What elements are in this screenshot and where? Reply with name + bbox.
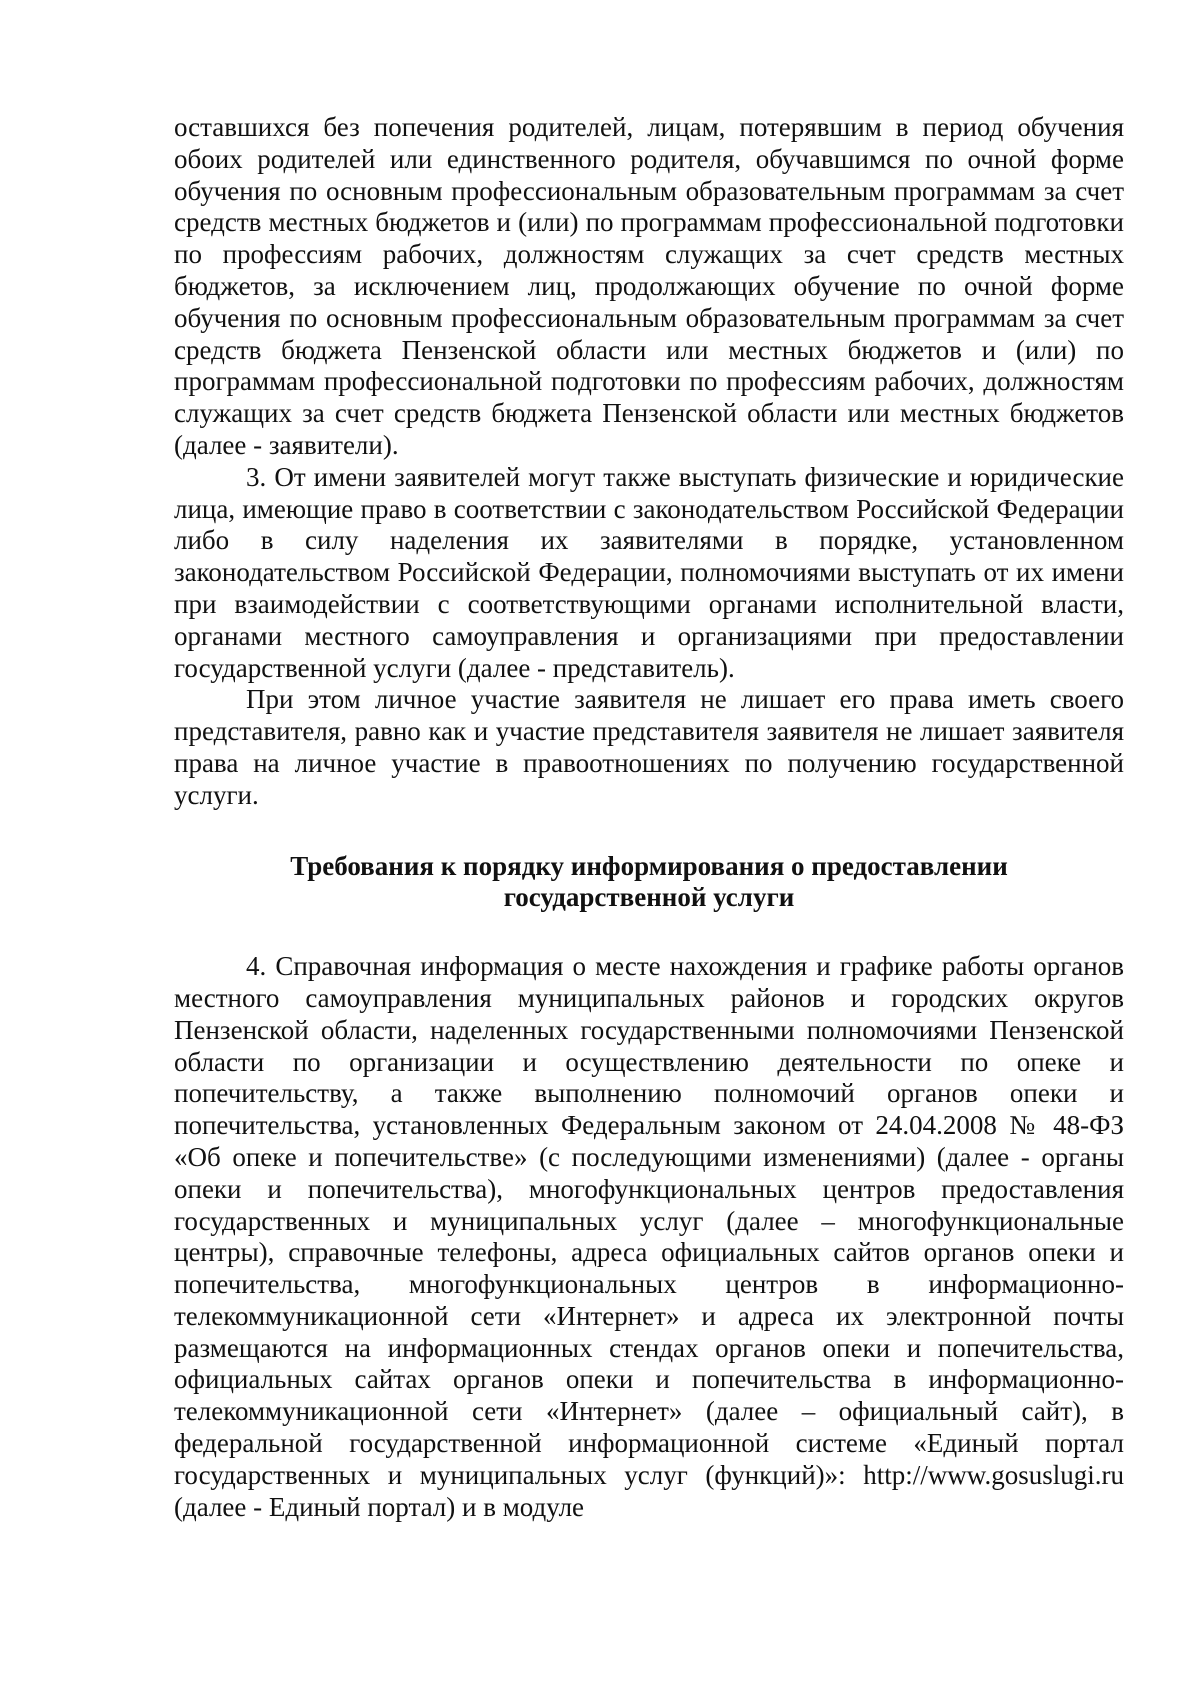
section-heading-line-2: государственной услуги	[503, 882, 795, 913]
paragraph-continuation: оставшихся без попечения родителей, лицам, потерявшим в период обучения обоих родителей или единственного родителя, обучавшимся по очной форме обучения по основным профессиональным образовательным программам за счет средств местных бюджетов и (или) по программам профессиональной подготовки по профессиям рабочих, должностям служащих за счет средств местных бюджетов, за исключением лиц, продолжающих обучение по очной форме обучения по основным профессиональным образовательным программам за счет средств бюджета Пензенской области или местных бюджетов и (или) по программам профессиональной подготовки по профессиям рабочих, должностям служащих за счет средств бюджета Пензенской области или местных бюджетов (далее - заявители).	[174, 112, 1124, 460]
paragraph-3-representatives: 3. От имени заявителей могут также выступать физические и юридические лица, имеющие право в соответствии с законодательством Российской Федерации либо в силу наделения их заявителями в порядке, установленном законодательством Российской Федерации, полномочиями выступать от их имени при взаимодействии с соответствующими органами исполнительной власти, органами местного самоуправления и организациями при предоставлении государственной услуги (далее - представитель).	[174, 461, 1124, 683]
document-body	[174, 112, 1124, 1523]
section-heading	[174, 851, 1124, 915]
paragraph-personal-participation: При этом личное участие заявителя не лишает его права иметь своего представителя, равно как и участие представителя заявителя не лишает заявителя права на личное участие в правоотношениях по получению государственной услуги.	[174, 684, 1124, 810]
section-heading-line-1: Требования к порядку информирования о предоставлении	[290, 850, 1008, 881]
paragraph-4-reference-info: 4. Справочная информация о месте нахождения и графике работы органов местного самоуправления муниципальных районов и городских округов Пензенской области, наделенных государственными полномочиями Пензенской области по организации и осуществлению деятельности по опеке и попечительству, а также выполнению полномочий органов опеки и попечительства, установленных Федеральным законом от 24.04.2008 № 48-ФЗ «Об опеке и попечительстве» (с последующими изменениями) (далее - органы опеки и попечительства), многофункциональных центров предоставления государственных и муниципальных услуг (далее – многофункциональные центры), справочные телефоны, адреса официальных сайтов органов опеки и попечительства, многофункциональных центров в информационно-телекоммуникационной сети «Интернет» и адреса их электронной почты размещаются на информационных стендах органов опеки и попечительства, официальных сайтах органов опеки и попечительства в информационно-телекоммуникационной сети «Интернет» (далее – официальный сайт), в федеральной государственной информационной системе «Единый портал государственных и муниципальных услуг (функций)»: http://www.gosuslugi.ru (далее - Единый портал) и в модуле	[174, 951, 1124, 1522]
